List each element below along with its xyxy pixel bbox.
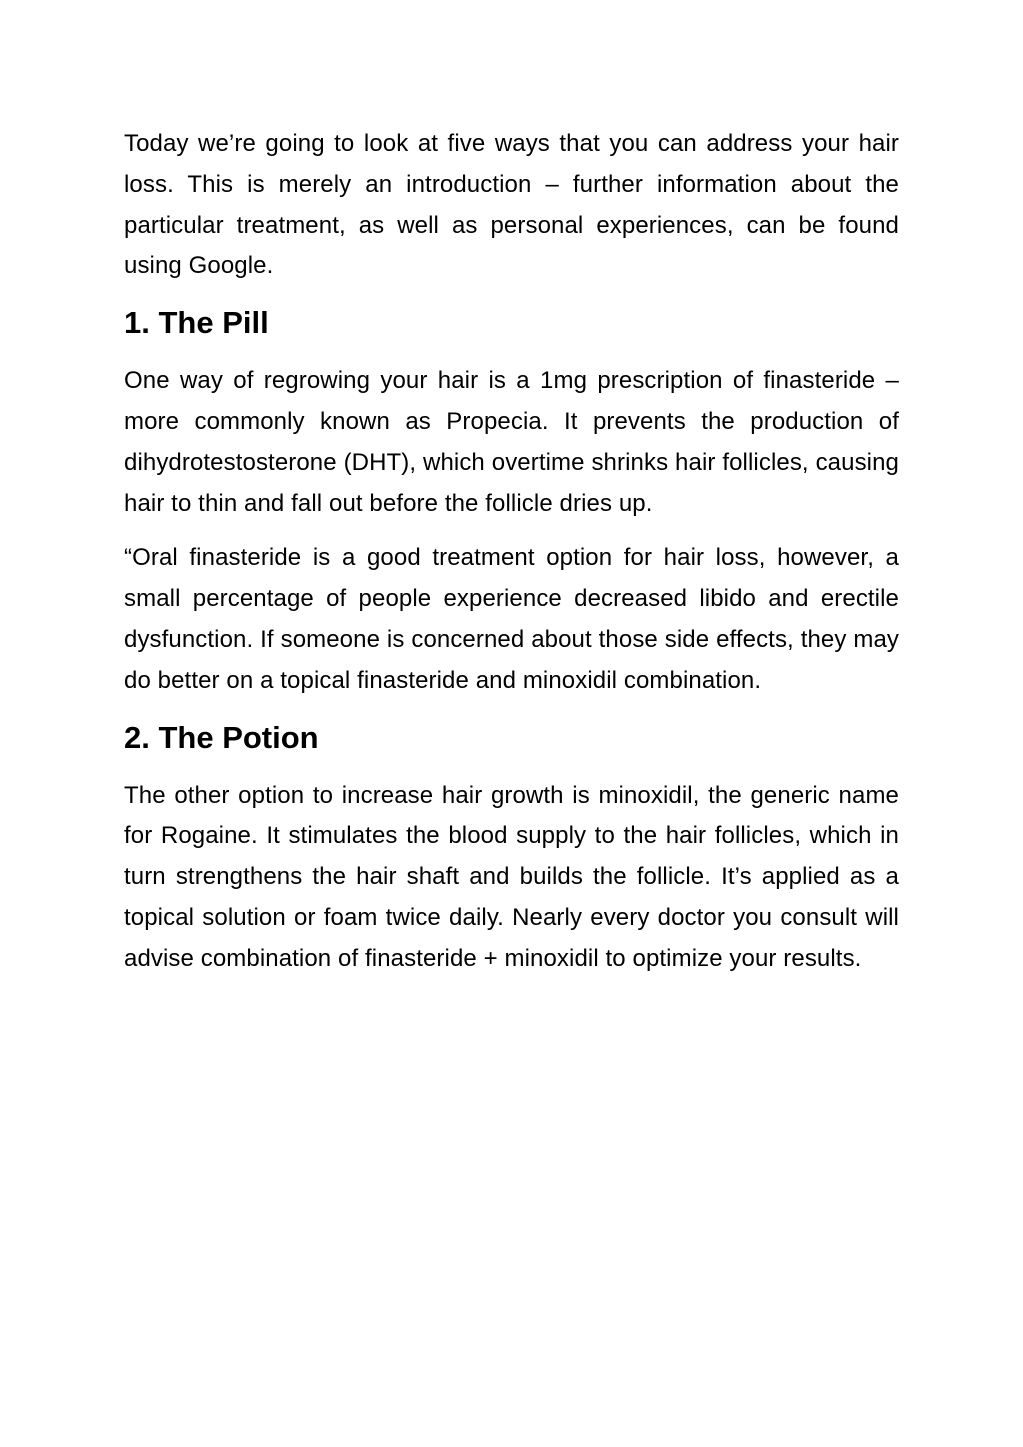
document-page: [124, 124, 899, 980]
section-heading-pill: 1. The Pill: [124, 305, 269, 341]
pill-paragraph-2: “Oral finasteride is a good treatment option for hair loss, however, a small percentage of people experience decreased libido and erectile dysfunction. If someone is concerned about those side effects, they may do better on a topical finasteride and minoxidil combination.: [124, 544, 899, 694]
intro-paragraph: Today we’re going to look at five ways that you can address your hair loss. This is merely an introduction – further information about the particular treatment, as well as personal experiences, can be found using Google.: [124, 130, 899, 280]
pill-paragraph-1: One way of regrowing your hair is a 1mg prescription of finasteride – more commonly known as Propecia. It prevents the production of dihydrotestosterone (DHT), which overtime shrinks hair follicles, causing hair to thin and fall out before the follicle dries up.: [124, 367, 899, 517]
section-heading-potion: 2. The Potion: [124, 719, 319, 755]
potion-paragraph-1: The other option to increase hair growth is minoxidil, the generic name for Rogaine. It stimulates the blood supply to the hair follicles, which in turn strengthens the hair shaft and builds the follicle. It’s applied as a topical solution or foam twice daily. Nearly every doctor you consult will advise combination of finasteride + minoxidil to optimize your results.: [124, 781, 899, 972]
